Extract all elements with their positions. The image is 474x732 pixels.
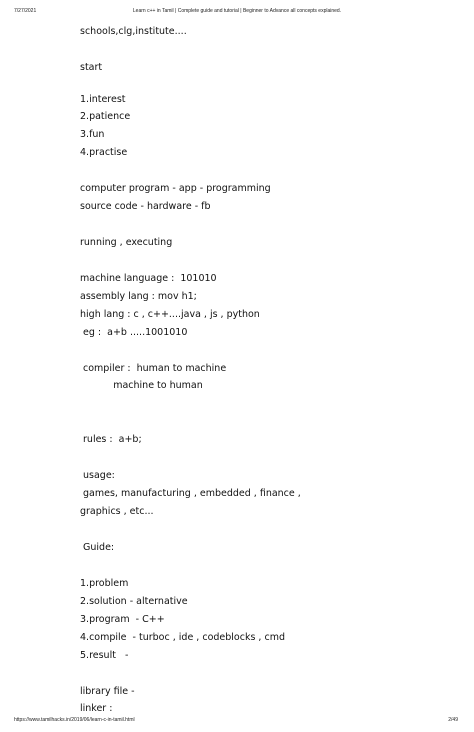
text-line: 4.practise (80, 147, 128, 158)
text-line: eg : a+b .....1001010 (80, 327, 188, 338)
page-title: Learn c++ in Tamil | Complete guide and tutorial | Beginner to Advance all concepts explained. (132, 8, 342, 14)
text-line: machine language : 101010 (80, 273, 217, 284)
text-line: computer program - app - programming (80, 183, 271, 194)
text-line: Guide: (80, 542, 115, 553)
text-line: 3.program - C++ (80, 614, 165, 625)
text-line: 1.problem (80, 578, 129, 589)
text-line: source code - hardware - fb (80, 201, 211, 212)
text-line: 5.result - (80, 650, 129, 661)
text-line: schools,clg,institute.... (80, 26, 187, 37)
text-line: high lang : c , c++....java , js , python (80, 309, 260, 320)
text-line: graphics , etc... (80, 506, 154, 517)
text-line: 2.patience (80, 111, 131, 122)
text-line: assembly lang : mov h1; (80, 291, 197, 302)
text-line: running , executing (80, 237, 173, 248)
print-date: 7/27/2021 (14, 8, 37, 14)
text-line: 1.interest (80, 94, 126, 105)
text-line: linker : (80, 703, 113, 714)
text-line: machine to human (80, 380, 203, 391)
text-line: 2.solution - alternative (80, 596, 188, 607)
text-line: games, manufacturing , embedded , finance , (80, 488, 301, 499)
text-line: compiler : human to machine (80, 363, 227, 374)
text-line: library file - (80, 686, 135, 697)
text-line: usage: (80, 470, 115, 481)
text-line: 4.compile - turboc , ide , codeblocks , cmd (80, 632, 285, 643)
text-line: 3.fun (80, 129, 105, 140)
footer-url: https://www.tamilhacks.in/2019/06/learn-c-in-tamil.html (14, 717, 135, 723)
text-line: rules : a+b; (80, 434, 142, 445)
text-line: start (80, 62, 103, 73)
page-number: 2/49 (448, 717, 458, 723)
